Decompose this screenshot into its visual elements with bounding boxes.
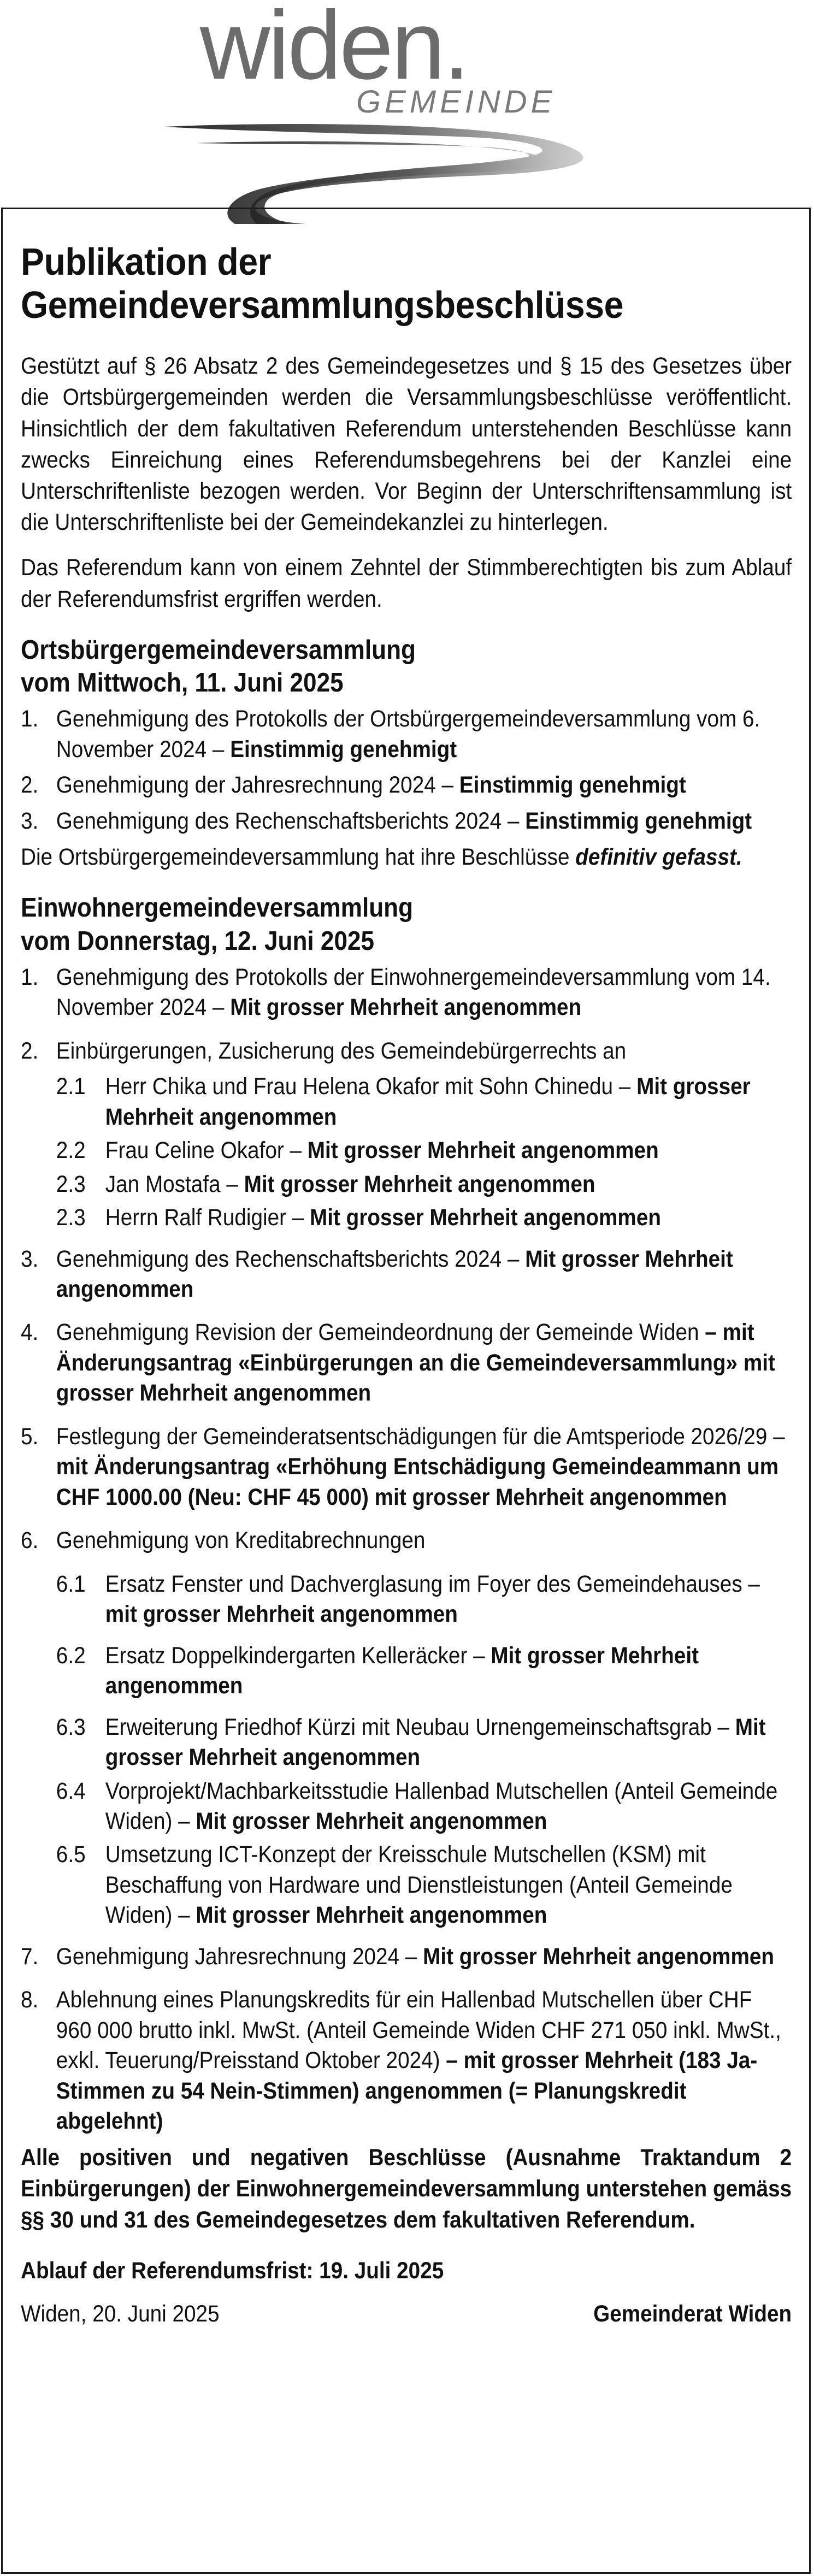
sub-item-number: 6.3 xyxy=(56,1714,86,1740)
sub-item-number: 2.1 xyxy=(56,1073,86,1100)
sub-item xyxy=(21,1641,792,1701)
sub-item-text: Frau Celine Okafor – xyxy=(105,1137,308,1164)
list-item xyxy=(21,1942,792,1972)
sub-item-text: Ersatz Doppelkindergarten Kelleräcker – xyxy=(105,1642,491,1669)
sub-item xyxy=(21,1776,792,1837)
page-title xyxy=(21,240,795,327)
sub-item-result: Mit grosser Mehrheit angenommen xyxy=(105,1714,766,1771)
sub-item-text: Herrn Ralf Rudigier – xyxy=(105,1204,310,1231)
sub-item-result: Mit grosser Mehrheit angenommen xyxy=(244,1171,595,1197)
sub-item xyxy=(21,1203,792,1233)
item-text: Festlegung der Gemeinderatsentschädigungen für die Amtsperiode 2026/29 – xyxy=(56,1423,785,1450)
item-text: Genehmigung des Rechenschaftsberichts 2024 – xyxy=(56,1245,526,1272)
item-text: Genehmigung des Protokolls der Ortsbürgergemeindeversammlung vom 6. November 2024 – xyxy=(56,706,760,763)
item-number: 1. xyxy=(21,706,39,732)
signature: Gemeinderat Widen xyxy=(593,2301,792,2327)
item-result: – mit Änderungsantrag «Einbürgerungen an die Gemeindeversammlung» mit grosser Mehrheit angenommen xyxy=(56,1319,775,1407)
referendum-deadline: Ablauf der Referendumsfrist: 19. Juli 2025 xyxy=(21,2258,444,2284)
title-line-1: Publikation der xyxy=(21,240,272,283)
ortsbuerger-conclusion xyxy=(21,842,792,873)
item-result: Mit grosser Mehrheit angenommen xyxy=(230,994,582,1021)
sub-item-result: Mit grosser Mehrheit angenommen xyxy=(196,1902,547,1929)
sub-item-number: 2.3 xyxy=(56,1171,86,1197)
list-item xyxy=(21,704,792,765)
sub-item-number: 2.2 xyxy=(56,1137,86,1164)
item-text: Genehmigung der Jahresrechnung 2024 – xyxy=(56,772,459,799)
item-result: Einstimmig genehmigt xyxy=(230,736,457,763)
item-text: Genehmigung des Rechenschaftsberichts 2024 – xyxy=(56,807,526,834)
sub-item-result: Mit grosser Mehrheit angenommen xyxy=(105,1073,751,1130)
item-number: 6. xyxy=(21,1527,39,1554)
item-number: 3. xyxy=(21,1245,39,1272)
ortsbuerger-list xyxy=(21,704,792,836)
item-number: 5. xyxy=(21,1423,39,1450)
sub-item-text: Jan Mostafa – xyxy=(105,1171,244,1197)
sub-item-text: Vorprojekt/Machbarkeitsstudie Hallenbad Mutschellen (Anteil Gemeinde Widen) – xyxy=(105,1777,778,1834)
item-result: Einstimmig genehmigt xyxy=(459,772,686,799)
list-item xyxy=(21,1422,792,1512)
item-number: 2. xyxy=(21,1037,39,1064)
item-number: 7. xyxy=(21,1943,39,1970)
footer xyxy=(21,2299,792,2331)
list-item xyxy=(21,1317,792,1408)
closing-statement: Alle positiven und negativen Beschlüsse (Ausnahme Traktandum 2 Einbürgerungen) der Einwohnergemeindeversammlung unterstehen gemäss §§ 30 und 31 des Gemeindegesetzes dem fakultativen Referendum. xyxy=(21,2144,792,2234)
conclusion-emphasis: definitiv gefasst. xyxy=(575,844,742,871)
sub-item-result: Mit grosser Mehrheit angenommen xyxy=(105,1642,699,1699)
logo-wordmark: widen. xyxy=(200,0,468,99)
einwohner-list xyxy=(21,962,792,2137)
item-text: Genehmigung Revision der Gemeindeordnung der Gemeinde Widen xyxy=(56,1319,705,1346)
sub-item-number: 6.4 xyxy=(56,1777,86,1804)
sub-item xyxy=(21,1569,792,1630)
item-number: 2. xyxy=(21,772,39,799)
conclusion-text: Die Ortsbürgergemeindeversammlung hat ihre Beschlüsse xyxy=(21,844,576,871)
item-number: 8. xyxy=(21,1987,39,2013)
sub-item-text: Umsetzung ICT-Konzept der Kreisschule Mutschellen (KSM) mit Beschaffung von Hardware und Dienstleistungen (Anteil Gemeinde Widen) – xyxy=(105,1841,733,1929)
item-text: Einbürgerungen, Zusicherung des Gemeindebürgerrechts an xyxy=(56,1037,627,1064)
list-item xyxy=(21,1036,792,1066)
logo-swoosh-icon xyxy=(0,0,814,235)
document-content xyxy=(21,240,792,2331)
item-number: 1. xyxy=(21,964,39,990)
item-text: Genehmigung von Kreditabrechnungen xyxy=(56,1527,426,1554)
sub-item xyxy=(21,1840,792,1930)
list-item xyxy=(21,1985,792,2136)
section-heading-line-2: vom Donnerstag, 12. Juni 2025 xyxy=(21,926,375,956)
item-result: – mit grosser Mehrheit (183 Ja-Stimmen zu 54 Nein-Stimmen) angenommen (= Planungskredit abgelehnt) xyxy=(56,2047,758,2135)
logo xyxy=(0,0,814,235)
sub-item-result: Mit grosser Mehrheit angenommen xyxy=(310,1204,662,1231)
section-heading-line-1: Ortsbürgergemeindeversammlung xyxy=(21,635,416,665)
sub-item xyxy=(21,1169,792,1200)
sub-item-number: 2.3 xyxy=(56,1204,86,1231)
sub-item-text: Herr Chika und Frau Helena Okafor mit Sohn Chinedu – xyxy=(105,1073,637,1100)
item-result: Einstimmig genehmigt xyxy=(525,807,752,834)
section-heading-ortsbuerger xyxy=(21,634,792,700)
place-date: Widen, 20. Juni 2025 xyxy=(21,2301,220,2327)
sub-item-text: Erweiterung Friedhof Kürzi mit Neubau Urnengemeinschaftsgrab – xyxy=(105,1714,735,1740)
item-number: 4. xyxy=(21,1319,39,1346)
sub-item-result: Mit grosser Mehrheit angenommen xyxy=(196,1808,547,1834)
intro-paragraph-2: Das Referendum kann von einem Zehntel der Stimmberechtigten bis zum Ablauf der Referendumsfrist ergriffen werden. xyxy=(21,554,792,612)
sub-item xyxy=(21,1712,792,1773)
item-text: Genehmigung des Protokolls der Einwohnergemeindeversammlung vom 14. November 2024 – xyxy=(56,964,771,1021)
list-item xyxy=(21,1526,792,1556)
section-heading-line-1: Einwohnergemeindeversammlung xyxy=(21,893,414,923)
item-result: Mit grosser Mehrheit angenommen xyxy=(423,1943,775,1970)
item-text: Ablehnung eines Planungskredits für ein Hallenbad Mutschellen über CHF 960 000 brutto inkl. MwSt. (Anteil Gemeinde Widen CHF 271 050 inkl. MwSt., exkl. Teuerung/Preisstand Oktober 2024) xyxy=(56,1987,781,2074)
sub-item-number: 6.1 xyxy=(56,1570,86,1597)
item-result: mit Änderungsantrag «Erhöhung Entschädigung Gemeindeammann um CHF 1000.00 (Neu: CHF 45 000) mit grosser Mehrheit angenommen xyxy=(56,1454,779,1510)
logo-subtitle: GEMEINDE xyxy=(356,84,556,120)
section-heading-einwohner xyxy=(21,891,792,958)
sub-item-number: 6.2 xyxy=(56,1642,86,1669)
list-item xyxy=(21,770,792,800)
item-text: Genehmigung Jahresrechnung 2024 – xyxy=(56,1943,423,1970)
list-item xyxy=(21,1244,792,1305)
list-item xyxy=(21,962,792,1023)
sub-item xyxy=(21,1072,792,1132)
list-item xyxy=(21,806,792,836)
section-heading-line-2: vom Mittwoch, 11. Juni 2025 xyxy=(21,668,344,698)
item-number: 3. xyxy=(21,807,39,834)
intro-paragraph: Gestützt auf § 26 Absatz 2 des Gemeindegesetzes und § 15 des Gesetzes über die Ortsbürgergemeinden werden die Versammlungsbeschlüsse veröffentlicht. Hinsichtlich der dem fakultativen Referendum unterstehenden Beschlüsse kann zwecks Einreichung eines Referendumsbegehrens bei der Kanzlei eine Unterschriftenliste bezogen werden. Vor Beginn der Unterschriftensammlung ist die Unterschriftenliste bei der Gemeindekanzlei zu hinterlegen. xyxy=(21,353,792,536)
sub-item-number: 6.5 xyxy=(56,1841,86,1868)
sub-item-text: Ersatz Fenster und Dachverglasung im Foyer des Gemeindehauses – xyxy=(105,1570,760,1597)
sub-item-result: Mit grosser Mehrheit angenommen xyxy=(307,1137,659,1164)
item-result: Mit grosser Mehrheit angenommen xyxy=(56,1245,733,1302)
sub-item-result: mit grosser Mehrheit angenommen xyxy=(105,1601,458,1628)
title-line-2: Gemeindeversammlungsbeschlüsse xyxy=(21,283,623,327)
sub-item xyxy=(21,1136,792,1166)
